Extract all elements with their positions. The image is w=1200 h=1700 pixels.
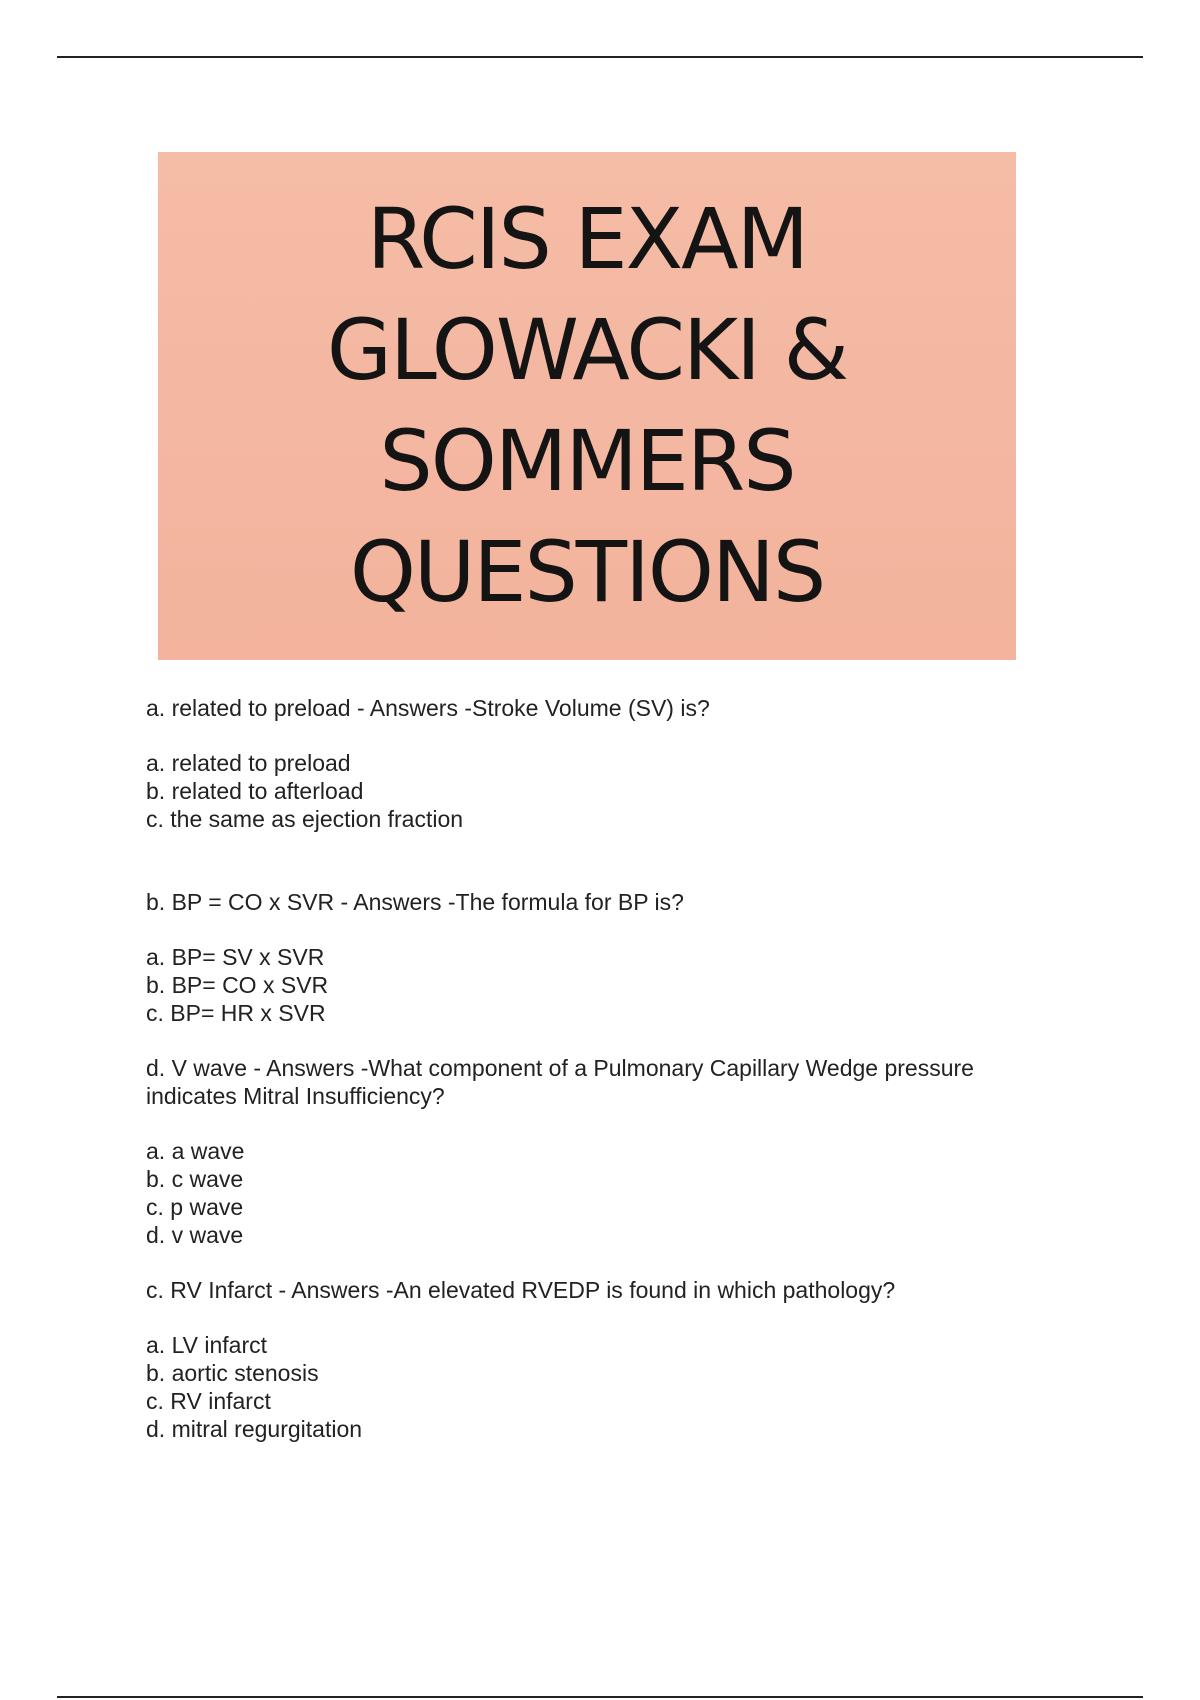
question-text: d. V wave - Answers -What component of a Pulmonary Capillary Wedge pressure indicates Mitral Insufficiency? [146, 1055, 974, 1109]
option-item: b. c wave [146, 1166, 244, 1192]
option-list [146, 749, 1046, 833]
question-text: b. BP = CO x SVR - Answers -The formula for BP is? [146, 889, 684, 915]
option-item: b. aortic stenosis [146, 1360, 319, 1386]
option-item: d. v wave [146, 1222, 244, 1248]
header-rule [57, 56, 1143, 58]
question-list [146, 694, 1046, 1443]
option-list [146, 943, 1046, 1027]
question-text: a. related to preload - Answers -Stroke Volume (SV) is? [146, 695, 710, 721]
question-text: c. RV Infarct - Answers -An elevated RVEDP is found in which pathology? [146, 1277, 896, 1303]
option-item: c. RV infarct [146, 1388, 271, 1414]
cover-title-line: QUESTIONS [349, 523, 825, 621]
option-item: b. BP= CO x SVR [146, 972, 329, 998]
option-item: c. the same as ejection fraction [146, 806, 464, 832]
question-block [146, 1054, 1046, 1249]
cover-banner [158, 152, 1016, 660]
option-item: d. mitral regurgitation [146, 1416, 363, 1442]
cover-title-line: GLOWACKI & [326, 301, 848, 399]
cover-title-line: SOMMERS [379, 412, 795, 510]
option-item: c. p wave [146, 1194, 244, 1220]
option-item: a. BP= SV x SVR [146, 944, 325, 970]
option-item: a. a wave [146, 1138, 245, 1164]
option-item: a. related to preload [146, 750, 351, 776]
question-block [146, 694, 1046, 833]
question-block [146, 1276, 1046, 1443]
cover-title-line: RCIS EXAM [366, 190, 808, 288]
option-item: a. LV infarct [146, 1332, 268, 1358]
footer-rule [57, 1696, 1143, 1698]
option-list [146, 1137, 1046, 1249]
option-list [146, 1331, 1046, 1443]
option-item: c. BP= HR x SVR [146, 1000, 326, 1026]
option-item: b. related to afterload [146, 778, 364, 804]
question-block [146, 888, 1046, 1027]
